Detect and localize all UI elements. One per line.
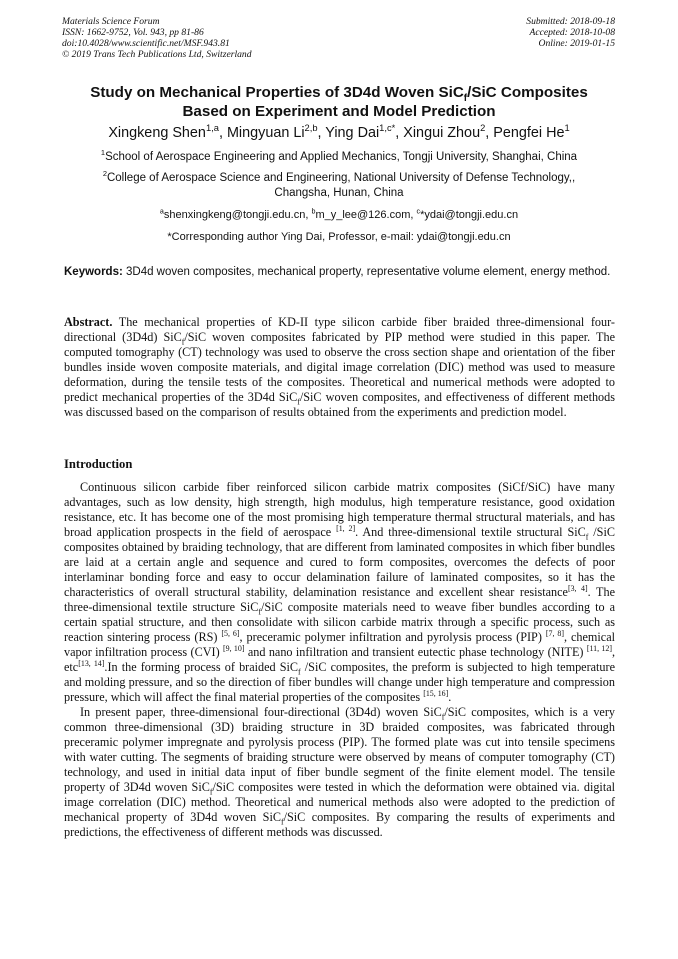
citation[interactable]: [9, 10] [223, 643, 245, 653]
doi-line: doi:10.4028/www.scientific.net/MSF.943.81 [62, 38, 230, 49]
citation[interactable]: [11, 12] [586, 643, 612, 653]
dates-header [526, 16, 615, 49]
citation[interactable]: [7, 8] [545, 628, 564, 638]
citation[interactable]: [15, 16] [423, 688, 449, 698]
affiliation-1 [40, 150, 638, 165]
author-name: Xingkeng Shen [108, 125, 206, 141]
para-text: In present paper, three-dimensional four-directional (3D4d) woven SiC [80, 705, 442, 719]
introduction-body [64, 480, 615, 840]
subscript: f [181, 337, 185, 347]
aff-sup: 1 [100, 148, 106, 158]
subscript: f [280, 817, 284, 827]
copyright-line: © 2019 Trans Tech Publications Ltd, Switzerland [62, 49, 252, 60]
para-text: , etc [64, 645, 616, 674]
author-name: Pengfei He [493, 125, 565, 141]
author-name: Mingyuan Li [226, 125, 305, 141]
para-text: /SiC composites, which is a very common three-dimensional (3D) braiding structure in 3D braided composites, was fabricated through preceramic polymer impregnate and pyrolysis process (PIP). The formed plate was cut into tensile specimens with water cutting. The segments of braiding structure were observed by means of computer tomography (CT) technology, and used in initial data input of fiber bundle segment of the finite element model. The tensile property of 3D4d woven SiC [64, 705, 615, 794]
author-sup: 1 [564, 123, 570, 134]
para-text: and nano infiltration and transient eutectic phase technology (NITE) [244, 645, 587, 659]
author-sup: 2 [480, 123, 486, 134]
subscript: f [297, 397, 300, 407]
author-name: Xingui Zhou [403, 125, 481, 141]
subscript: f [441, 712, 445, 722]
subscript: f [298, 667, 301, 677]
section-heading-introduction: Introduction [64, 457, 133, 471]
abstract [64, 315, 615, 420]
para-text: /SiC composite materials need to weave fiber bundles according to a certain spatial structure, and then consolidate with silicon carbide matrix through a specific process, such as reaction sintering process (RS) [64, 600, 615, 644]
citation[interactable]: [3, 4] [567, 583, 588, 593]
author-name: Ying Dai [325, 125, 380, 141]
para-text: /SiC composites obtained by braiding technology, that are different from laminated composites in which fiber bundles are laid at a certain angle and sequence and cured to form composites, overcomes the defects of poor interlaminar bonding force and easy to occur delamination failure of laminated composites, so it has the characteristics of overall structural stability, delamination resistance and excellent shear resistance [64, 525, 615, 599]
email-a[interactable]: shenxingkeng@tongji.edu.cn, [163, 209, 312, 221]
journal-header [62, 16, 252, 60]
affiliation-2 [40, 171, 638, 201]
author-sup: 2,b [304, 123, 318, 134]
citation[interactable]: [5, 6] [221, 628, 240, 638]
email-c[interactable]: *ydai@tongji.edu.cn [420, 209, 519, 221]
para-text: /SiC composites. By comparing the results of experiments and predictions, the effectiveness of different methods was discussed. [64, 810, 615, 839]
abstract-label: Abstract. [64, 315, 113, 329]
aff-text: College of Aerospace Science and Engineering, National University of Defense Technology,, [106, 172, 576, 184]
accepted-date: Accepted: 2018-10-08 [529, 27, 615, 38]
aff-sup: 2 [102, 169, 107, 179]
subscript: f [209, 787, 213, 797]
title-part: /SiC Composites [467, 84, 588, 101]
citation[interactable]: [1, 2] [336, 523, 356, 533]
author-sup: 1,a [205, 123, 219, 134]
para-text: . The three-dimensional textile structure SiC [64, 585, 615, 614]
issn-line: ISSN: 1662-9752, Vol. 943, pp 81-86 [62, 27, 204, 38]
para-text: /SiC composites, the preform is subjected to high temperature and molding pressure, and so the direction of fiber bundles will change under high temperature and compression pressure, which will affect the final material properties of the composites [64, 660, 615, 704]
email-sup: a [159, 207, 164, 216]
abstract-text: The mechanical properties of KD-II type silicon carbide fiber braided three-dimensional four-directional (3D4d) SiC [64, 315, 615, 344]
email-list [40, 208, 638, 222]
aff-text: School of Aerospace Engineering and Applied Mechanics, Tongji University, Shanghai, China [105, 151, 578, 163]
email-sup: c [416, 207, 421, 216]
para-text: , preceramic polymer infiltration and pyrolysis process (PIP) [239, 630, 546, 644]
intro-paragraph-1 [64, 480, 615, 705]
para-text: . [448, 690, 452, 704]
para-text: . And three-dimensional textile structural SiC [355, 525, 586, 539]
abstract-text: /SiC woven composites fabricated by PIP method were studied in this paper. The computed tomography (CT) technology was used to observe the cross section shape and orientation of the fiber bundles inside woven composite materials, and digital image correlation (DIC) method was used to measure deformation, during the tensile tests of the composites. Theoretical and numerical methods were adopted to predict mechanical properties of the 3D4d SiC [64, 330, 615, 404]
online-date: Online: 2019-01-15 [538, 38, 615, 49]
aff-text-line-2: Changsha, Hunan, China [274, 187, 404, 199]
subscript: f [585, 532, 589, 542]
para-text: Continuous silicon carbide fiber reinforced silicon carbide matrix composites (SiCf/SiC) have many advantages, such as low density, high strength, high modulus, high temperature resistance, good oxidation resistance, etc. It has become one of the most promising high temperature thermal structural materials, and has broad application prospects in the field of aerospace [64, 480, 615, 539]
para-text: /SiC composites were tested in which the deformation were obtained via. digital image correlation (DIC) method. Theoretical and numerical methods also were adopted to the prediction of mechanical property of 3D4d woven SiC [64, 780, 616, 824]
author-list: Xingkeng Shen$^{1,a}$, Mingyuan Li$^{2,b}$, Ying Dai$^{1,c*}$, Xingui Zhou$^2$, Pengfei He$^1$ [108, 123, 570, 141]
author-sup: 1,c* [379, 123, 396, 134]
email-b[interactable]: m_y_lee@126.com, [315, 209, 417, 221]
keywords-text: 3D4d woven composites, mechanical property, representative volume element, energy method. [122, 266, 611, 278]
intro-paragraph-2 [64, 705, 615, 840]
corresponding-author: *Corresponding author Ying Dai, Professor, e-mail: ydai@tongji.edu.cn [167, 231, 511, 243]
abstract-text: /SiC woven composites, and effectiveness of different methods was discussed based on the comparison of results obtained from the experiments and prediction model. [64, 390, 615, 419]
title-part: Study on Mechanical Properties of 3D4d Woven SiC [90, 84, 464, 101]
title-subscript: f [463, 93, 468, 105]
email-sup: b [311, 207, 316, 216]
para-text: , chemical vapor infiltration process (CVI) [64, 630, 615, 659]
paper-title [40, 83, 638, 121]
submitted-date: Submitted: 2018-09-18 [526, 16, 615, 27]
title-line-2: Based on Experiment and Model Prediction [182, 103, 496, 120]
keywords-label: Keywords: [64, 266, 123, 278]
keywords [64, 265, 615, 279]
subscript: f [258, 607, 262, 617]
citation[interactable]: [13, 14] [78, 658, 105, 668]
para-text: .In the forming process of braided SiC [104, 660, 299, 674]
journal-name: Materials Science Forum [62, 16, 160, 27]
